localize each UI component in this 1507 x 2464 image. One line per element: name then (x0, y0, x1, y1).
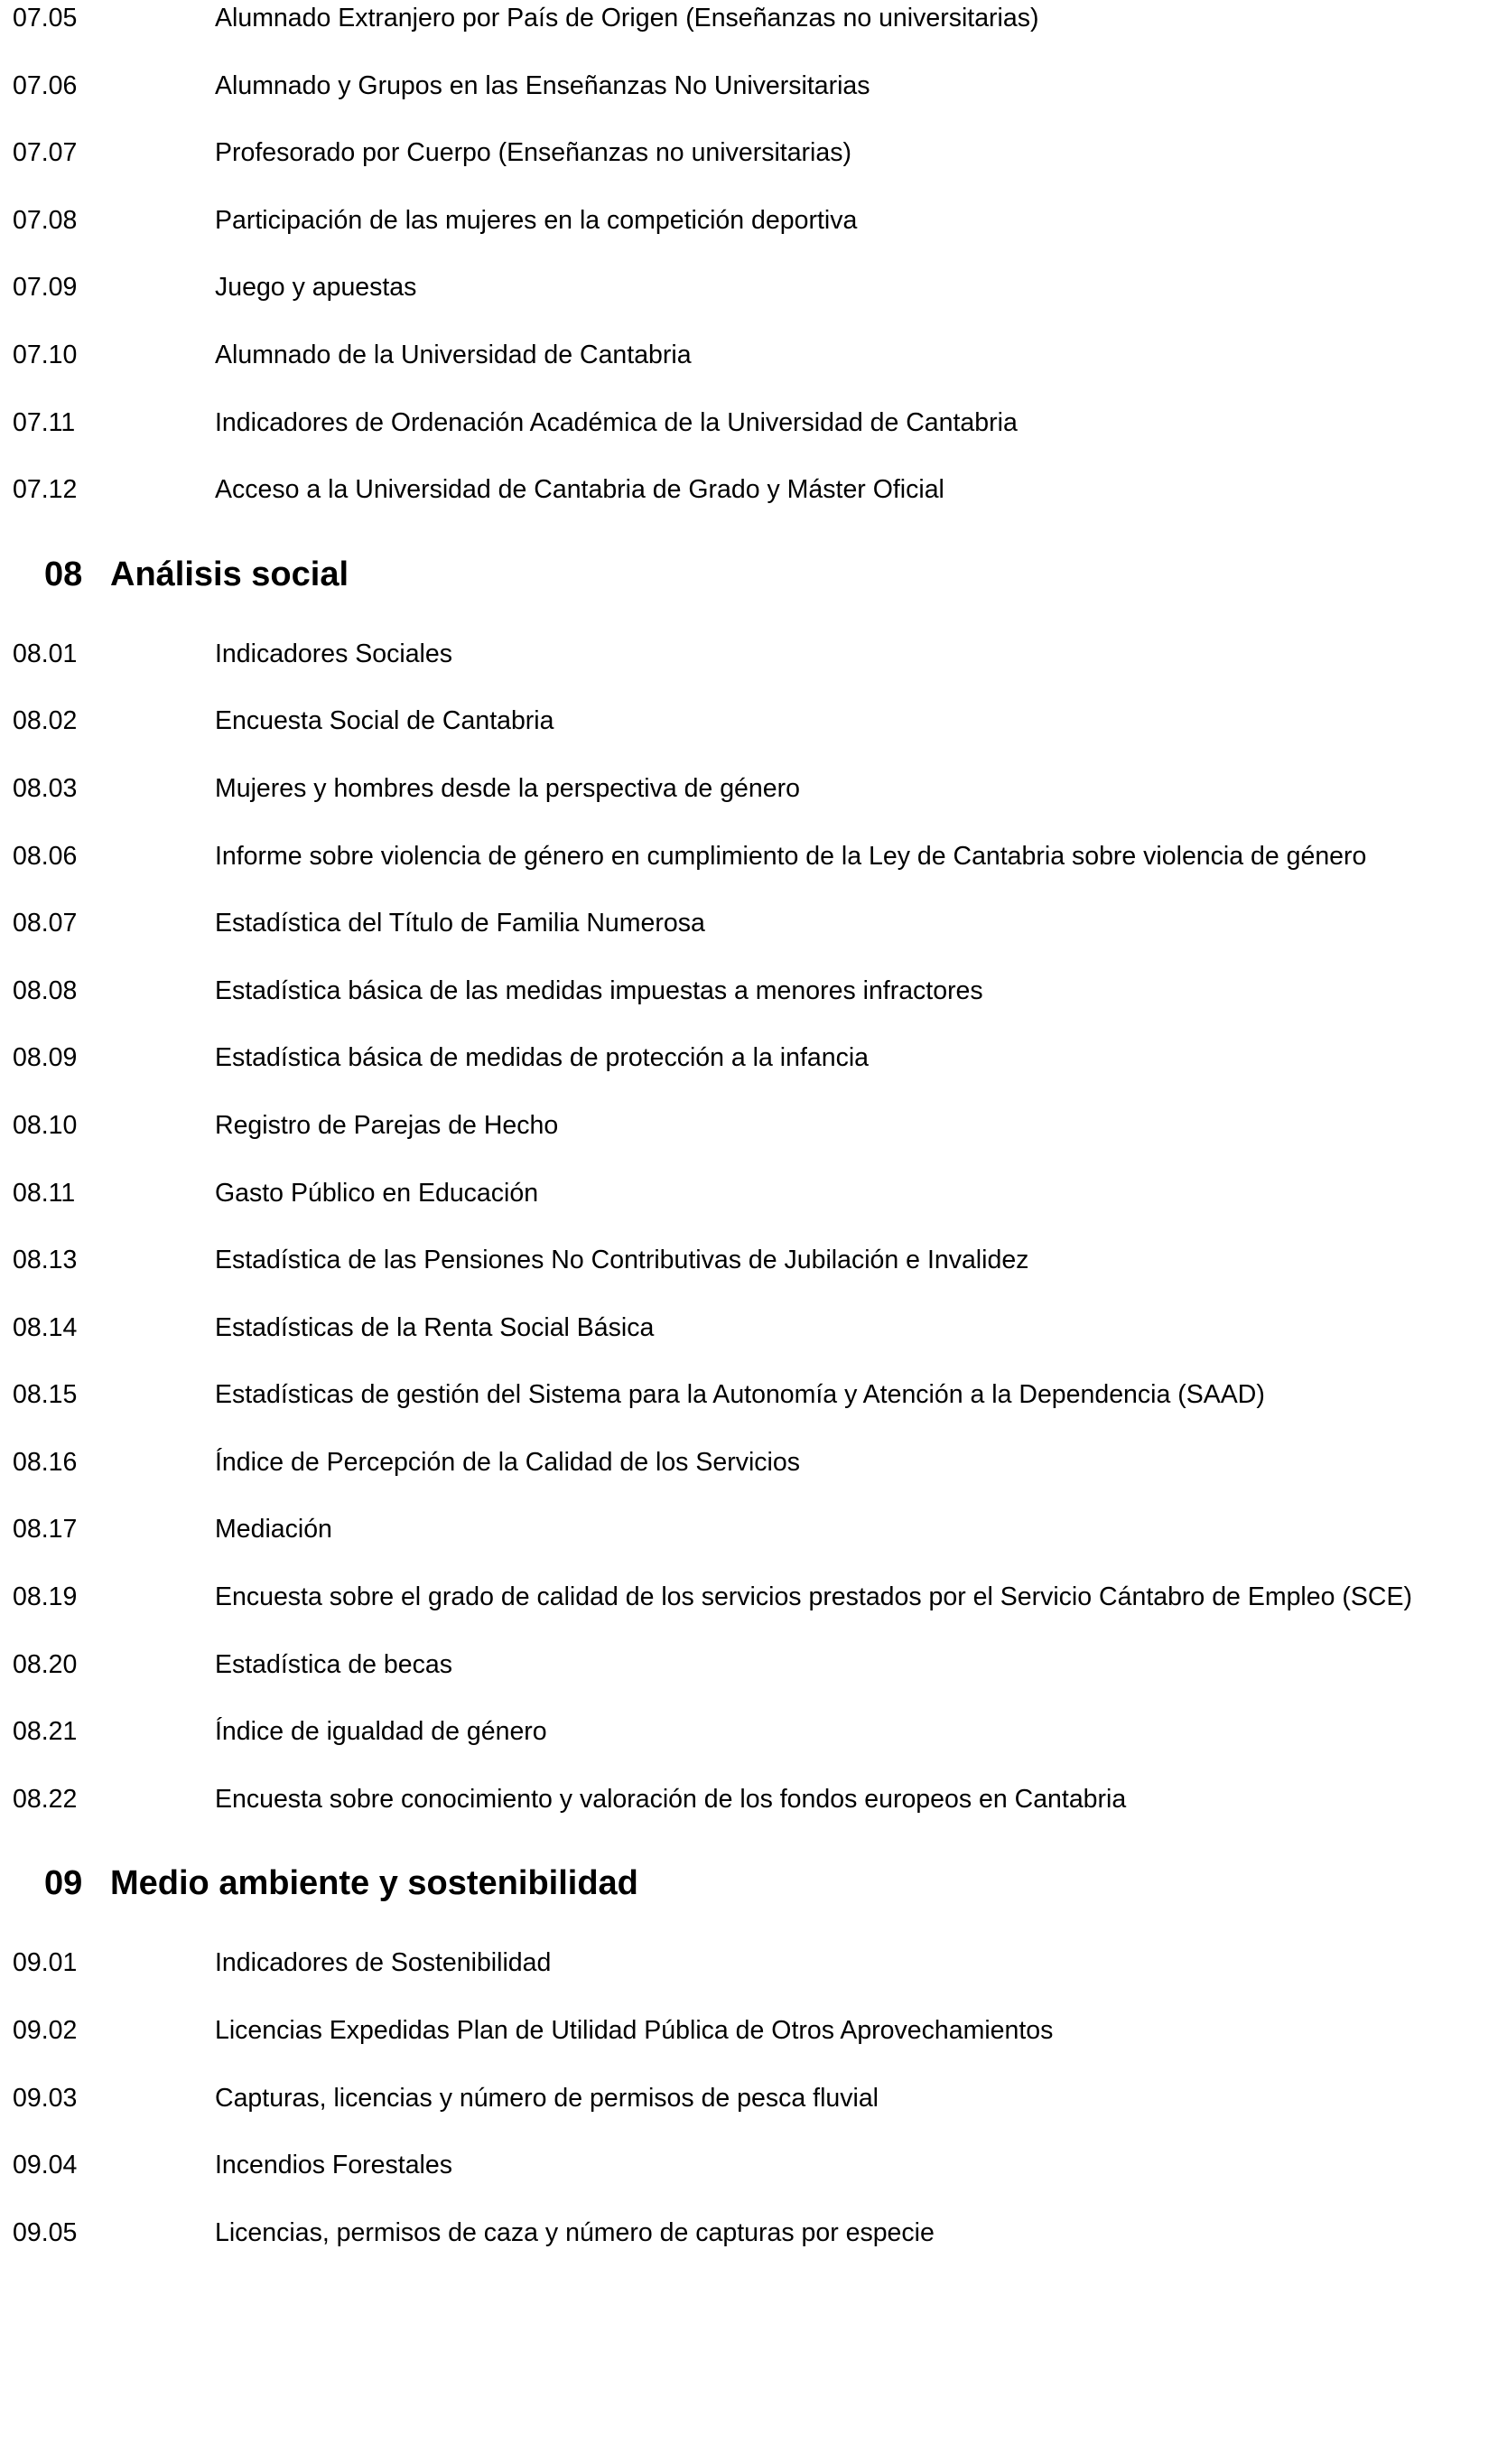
list-item[interactable] (0, 1945, 1507, 2012)
item-label[interactable]: Estadística del Título de Familia Numerosa (215, 909, 705, 938)
item-code: 07.08 (13, 205, 78, 235)
section-number: 08 (44, 555, 83, 593)
list-item[interactable] (0, 1107, 1507, 1175)
list-item[interactable] (0, 135, 1507, 202)
item-code: 07.05 (13, 4, 78, 33)
section-07-list (0, 0, 1507, 539)
item-code: 08.16 (13, 1447, 78, 1477)
item-label[interactable]: Estadística de becas (215, 1649, 452, 1679)
item-code: 07.11 (13, 407, 76, 437)
list-item[interactable] (0, 337, 1507, 405)
item-label[interactable]: Incendios Forestales (215, 2151, 452, 2180)
item-code: 09.03 (13, 2083, 78, 2113)
list-item[interactable] (0, 1310, 1507, 1377)
item-code: 08.01 (13, 639, 78, 668)
item-code: 08.21 (13, 1717, 78, 1747)
item-code: 07.10 (13, 340, 78, 369)
item-label[interactable]: Indicadores de Sostenibilidad (215, 1948, 552, 1978)
item-label[interactable]: Estadística básica de medidas de protección a la infancia (215, 1043, 870, 1073)
item-code: 07.12 (13, 475, 78, 505)
item-label[interactable]: Indicadores de Ordenación Académica de la Universidad de Cantabria (215, 407, 1018, 437)
list-item[interactable] (0, 1444, 1507, 1512)
section-title: Medio ambiente y sostenibilidad (110, 1864, 638, 1903)
item-code: 08.11 (13, 1178, 76, 1208)
item-code: 08.15 (13, 1380, 78, 1410)
list-item[interactable] (0, 1781, 1507, 1849)
list-item[interactable] (0, 838, 1507, 906)
list-item[interactable] (0, 269, 1507, 337)
item-label[interactable]: Licencias, permisos de caza y número de capturas por especie (215, 2217, 935, 2247)
list-item[interactable] (0, 703, 1507, 770)
item-label[interactable]: Mediación (215, 1515, 332, 1545)
list-item[interactable] (0, 68, 1507, 135)
item-label[interactable]: Estadísticas de gestión del Sistema para la Autonomía y Atención a la Dependencia (SAAD) (215, 1380, 1265, 1410)
item-label[interactable]: Encuesta sobre el grado de calidad de los servicios prestados por el Servicio Cántabro de Empleo (SCE) (215, 1582, 1412, 1612)
list-item[interactable] (0, 1377, 1507, 1444)
item-code: 07.06 (13, 70, 78, 100)
item-label[interactable]: Alumnado de la Universidad de Cantabria (215, 340, 692, 369)
item-label[interactable]: Informe sobre violencia de género en cumplimiento de la Ley de Cantabria sobre violencia de género (215, 841, 1367, 871)
list-item[interactable] (0, 1579, 1507, 1647)
item-code: 07.09 (13, 273, 78, 303)
item-code: 09.02 (13, 2016, 78, 2046)
list-item[interactable] (0, 2215, 1507, 2282)
item-code: 08.22 (13, 1784, 78, 1814)
list-item[interactable] (0, 0, 1507, 68)
list-item[interactable] (0, 770, 1507, 838)
item-label[interactable]: Alumnado Extranjero por País de Origen (Enseñanzas no universitarias) (215, 4, 1039, 33)
list-item[interactable] (0, 471, 1507, 539)
item-label[interactable]: Encuesta sobre conocimiento y valoración de los fondos europeos en Cantabria (215, 1784, 1127, 1814)
list-item[interactable] (0, 1647, 1507, 1714)
item-label[interactable]: Gasto Público en Educación (215, 1178, 539, 1208)
item-code: 08.06 (13, 841, 78, 871)
item-code: 08.14 (13, 1312, 78, 1342)
list-item[interactable] (0, 636, 1507, 704)
item-code: 08.19 (13, 1582, 78, 1612)
list-item[interactable] (0, 1242, 1507, 1310)
item-code: 09.05 (13, 2217, 78, 2247)
list-item[interactable] (0, 1713, 1507, 1781)
item-label[interactable]: Mujeres y hombres desde la perspectiva de género (215, 773, 800, 803)
item-code: 09.01 (13, 1948, 78, 1978)
item-label[interactable]: Profesorado por Cuerpo (Enseñanzas no universitarias) (215, 138, 851, 168)
item-code: 07.07 (13, 138, 78, 168)
item-label[interactable]: Participación de las mujeres en la competición deportiva (215, 205, 858, 235)
list-item[interactable] (0, 2080, 1507, 2148)
item-label[interactable]: Alumnado y Grupos en las Enseñanzas No Universitarias (215, 70, 870, 100)
list-item[interactable] (0, 1511, 1507, 1579)
section-heading (0, 1848, 1507, 1945)
item-code: 08.03 (13, 773, 78, 803)
list-item[interactable] (0, 2147, 1507, 2215)
section-number: 09 (44, 1864, 83, 1903)
item-code: 08.08 (13, 975, 78, 1005)
item-code: 09.04 (13, 2151, 78, 2180)
item-label[interactable]: Estadística básica de las medidas impuestas a menores infractores (215, 975, 983, 1005)
item-label[interactable]: Indicadores Sociales (215, 639, 452, 668)
item-code: 08.09 (13, 1043, 78, 1073)
section-heading (0, 539, 1507, 636)
list-item[interactable] (0, 973, 1507, 1041)
section-09-list (0, 1945, 1507, 2282)
item-label[interactable]: Registro de Parejas de Hecho (215, 1110, 559, 1140)
item-code: 08.17 (13, 1515, 78, 1545)
item-label[interactable]: Acceso a la Universidad de Cantabria de Grado y Máster Oficial (215, 475, 944, 505)
item-label[interactable]: Estadísticas de la Renta Social Básica (215, 1312, 655, 1342)
section-08-list (0, 636, 1507, 1849)
item-code: 08.13 (13, 1246, 78, 1275)
list-item[interactable] (0, 905, 1507, 973)
section-title: Análisis social (110, 555, 349, 593)
item-label[interactable]: Índice de igualdad de género (215, 1717, 547, 1747)
list-item[interactable] (0, 405, 1507, 472)
item-code: 08.10 (13, 1110, 78, 1140)
list-item[interactable] (0, 1040, 1507, 1107)
item-label[interactable]: Capturas, licencias y número de permisos de pesca fluvial (215, 2083, 879, 2113)
item-code: 08.07 (13, 909, 78, 938)
item-label[interactable]: Juego y apuestas (215, 273, 417, 303)
item-label[interactable]: Encuesta Social de Cantabria (215, 706, 554, 736)
item-label[interactable]: Índice de Percepción de la Calidad de los Servicios (215, 1447, 800, 1477)
list-item[interactable] (0, 202, 1507, 270)
item-label[interactable]: Licencias Expedidas Plan de Utilidad Pública de Otros Aprovechamientos (215, 2016, 1054, 2046)
list-item[interactable] (0, 1175, 1507, 1243)
item-code: 08.20 (13, 1649, 78, 1679)
item-code: 08.02 (13, 706, 78, 736)
item-label[interactable]: Estadística de las Pensiones No Contributivas de Jubilación e Invalidez (215, 1246, 1029, 1275)
list-item[interactable] (0, 2012, 1507, 2080)
